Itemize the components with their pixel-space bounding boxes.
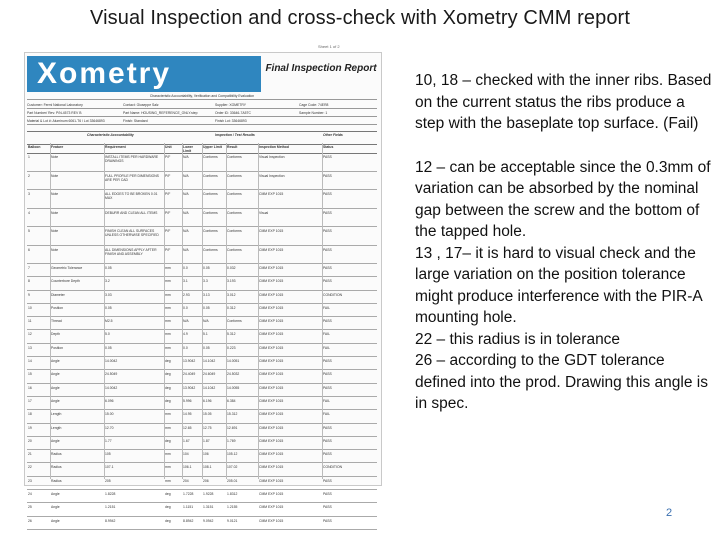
table-cell: 20 <box>28 438 32 443</box>
table-cell: 0.05 <box>203 345 210 350</box>
table-cell: 2 <box>28 173 30 178</box>
table-cell: Conforms <box>227 210 242 215</box>
table-cell: mm <box>165 266 171 270</box>
note-22: 22 – this radius is in tolerance <box>415 330 621 348</box>
xometry-logo <box>27 56 261 92</box>
table-cell: 0.312 <box>227 305 236 310</box>
divider <box>226 143 227 479</box>
table-cell: PASS <box>323 279 332 284</box>
table-cell: 3 <box>28 192 30 196</box>
table-cell: 0.032 <box>227 266 236 270</box>
table-cell: 107.02 <box>227 465 238 470</box>
table-cell: Note <box>51 173 59 178</box>
table-cell: 6.096 <box>105 398 114 403</box>
table-cell: PASS <box>323 372 332 377</box>
table-cell: 0.0 <box>183 266 188 270</box>
table-cell: 19 <box>28 425 32 430</box>
table-cell: 12.75 <box>203 425 212 430</box>
table-cell: mm <box>165 319 171 324</box>
section-right2-label: Other Fields <box>323 133 343 137</box>
table-cell: Conforms <box>203 229 218 233</box>
table-cell: 6 <box>28 247 30 252</box>
table-cell: mm <box>165 345 171 350</box>
table-cell: CMM EXP 1015 <box>259 292 284 297</box>
table-cell: Angle <box>51 385 60 390</box>
table-cell: Angle <box>51 398 60 403</box>
table-cell: 8.9942 <box>105 518 116 523</box>
table-cell: FAIL <box>323 305 330 310</box>
report-title: Final Inspection Report <box>265 63 377 74</box>
table-cell: Counterbore Depth <box>51 279 80 284</box>
table-cell: 108.1 <box>203 465 212 470</box>
table-cell: 206 <box>203 478 209 483</box>
table-cell: Angle <box>51 492 60 497</box>
table-cell: 105 <box>105 452 111 457</box>
table-cell: 3.3 <box>203 279 208 284</box>
table-cell: 6.384 <box>227 398 236 403</box>
table-cell: CMM EXP 1015 <box>259 192 284 196</box>
table-cell: N/A <box>183 173 189 178</box>
divider <box>104 143 105 479</box>
table-cell: CMM EXP 1015 <box>259 518 284 523</box>
table-cell: Note <box>51 247 59 252</box>
table-cell: mm <box>165 292 171 297</box>
table-cell: 14 <box>28 359 32 364</box>
table-cell: 9 <box>28 292 30 297</box>
col-method: Inspection Method <box>259 145 289 149</box>
table-cell: P/F <box>165 210 171 215</box>
table-cell: 14.1042 <box>203 385 216 390</box>
table-cell: CMM EXP 1015 <box>259 247 284 252</box>
table-cell: PASS <box>323 478 332 483</box>
table-cell: Angle <box>51 518 60 523</box>
table-cell: Note <box>51 192 59 196</box>
table-cell: 7 <box>28 266 30 270</box>
table-cell: 205 <box>105 478 111 483</box>
table-cell: 1.2151 <box>105 505 116 510</box>
table-cell: PASS <box>323 505 332 510</box>
table-cell: 106.1 <box>183 465 192 470</box>
table-cell: P/F <box>165 192 171 196</box>
table-cell: 1 <box>28 155 30 159</box>
table-cell: CMM EXP 1015 <box>259 505 284 510</box>
table-cell: Radius <box>51 465 62 470</box>
table-cell: 0.0 <box>183 305 188 310</box>
info-cell: Finish: Standard <box>123 119 148 123</box>
table-cell: PASS <box>323 266 332 270</box>
table-cell: Conforms <box>227 247 242 252</box>
table-cell: 4.9 <box>183 332 188 337</box>
table-cell: 24.5032 <box>227 372 240 377</box>
table-cell: Visual Inspection <box>259 173 285 178</box>
table-cell: 12.70 <box>105 425 114 430</box>
table-cell: 106 <box>203 452 209 457</box>
note-12: 12 – can be acceptable since the 0.3mm of variation can be absorbed by the nominal gap between the screw and the bottom of the tapped hole. <box>415 158 711 240</box>
inspection-report-scan <box>24 52 382 523</box>
table-cell: 1.3151 <box>203 505 214 510</box>
slide-title: Visual Inspection and cross-check with Xometry CMM report <box>90 7 630 29</box>
table-cell: 3.012 <box>227 292 236 297</box>
table-cell: Geometric Tolerance <box>51 266 83 270</box>
table-cell: 9.0942 <box>203 518 214 523</box>
table-cell: 12.65 <box>183 425 192 430</box>
table-cell: Angle <box>51 372 60 377</box>
table-cell: N/A <box>183 247 189 252</box>
table-cell: Diameter <box>51 292 65 297</box>
table-cell: 3.2 <box>105 279 110 284</box>
table-cell: FAIL <box>323 412 330 417</box>
divider <box>258 143 259 479</box>
col-status: Status <box>323 145 334 149</box>
table-cell: N/A <box>203 319 209 324</box>
table-cell: ALL DIMENSIONS APPLY AFTER FINISH AND ASSEMBLY <box>105 247 157 256</box>
report-subheader <box>27 94 377 100</box>
info-row <box>27 119 377 125</box>
table-cell: DEBURR AND CLEAN ALL ITEMS <box>105 210 158 215</box>
table-cell: CONDITION <box>323 465 343 470</box>
table-cell: 18 <box>28 412 32 417</box>
note-13-17: 13 , 17– it is hard to visual check and the large variation on the position tolerance might produce interference with the PIR-A mounting hole. <box>415 244 702 326</box>
table-cell: PASS <box>323 359 332 364</box>
table-cell: Angle <box>51 505 60 510</box>
table-cell: CMM EXP 1015 <box>259 319 284 324</box>
col-result: Result <box>227 145 238 149</box>
table-cell: Conforms <box>227 155 242 159</box>
table-cell: 14.95 <box>183 412 192 417</box>
table-cell: 0.05 <box>105 345 112 350</box>
table-cell: Conforms <box>227 173 242 178</box>
table-cell: CMM EXP 1015 <box>259 412 284 417</box>
table-cell: CMM EXP 1015 <box>259 398 284 403</box>
table-cell: 5 <box>28 229 30 233</box>
table-cell: P/F <box>165 229 171 233</box>
table-cell: 1.2155 <box>227 505 238 510</box>
table-cell: Visual <box>259 210 269 215</box>
info-cell <box>299 119 377 124</box>
table-cell: 3.193 <box>227 279 236 284</box>
table-cell: deg <box>165 372 171 377</box>
info-cell: Contact: Giuseppe Salz <box>123 103 159 107</box>
table-cell: 23 <box>28 478 32 483</box>
col-lower: Lower Limit <box>183 145 193 153</box>
table-cell: PASS <box>323 425 332 430</box>
report-page-tag: Sheet 1 of 2 <box>318 44 340 49</box>
table-cell: P/F <box>165 247 171 252</box>
divider <box>202 143 203 479</box>
table-cell: N/A <box>183 319 189 324</box>
table-cell: 0.05 <box>203 305 210 310</box>
table-cell: deg <box>165 518 171 523</box>
table-cell: FULL PROFILE PER DIMENSIONS ARE PER CAD <box>105 173 159 182</box>
info-cell: Cage Code: 74ER8 <box>299 103 329 107</box>
table-cell: 204 <box>183 478 189 483</box>
note-26: 26 – according to the GDT tolerance defined into the prod. Drawing this angle is in spec. <box>415 352 708 412</box>
table-cell: Conforms <box>203 192 218 196</box>
col-upper: Upper Limit <box>203 145 222 149</box>
table-cell: 11 <box>28 319 32 324</box>
info-cell: Customer: Fermi National Laboratory <box>27 103 83 107</box>
table-cell: 26 <box>28 518 32 523</box>
table-cell: FAIL <box>323 332 330 337</box>
table-cell: CMM EXP 1015 <box>259 465 284 470</box>
table-cell: N/A <box>183 229 189 233</box>
table-cell: PASS <box>323 438 332 443</box>
table-cell: 15 <box>28 372 32 377</box>
table-cell: 3.03 <box>105 292 112 297</box>
table-cell: deg <box>165 492 171 497</box>
info-cell: Finish Lot: 33646893 <box>215 119 247 123</box>
table-cell: 1.67 <box>183 438 190 443</box>
table-cell: deg <box>165 385 171 390</box>
table-cell: 104 <box>183 452 189 457</box>
table-cell: PASS <box>323 385 332 390</box>
table-cell: 8 <box>28 279 30 284</box>
table-cell: Radius <box>51 452 62 457</box>
table-row <box>27 517 377 530</box>
table-cell: 14.0051 <box>227 359 240 364</box>
table-cell: 17 <box>28 398 32 403</box>
table-cell: mm <box>165 412 171 417</box>
table-cell: CMM EXP 1015 <box>259 359 284 364</box>
table-cell: 15.05 <box>203 412 212 417</box>
info-cell: Order ID: 33646-7A5TC <box>215 111 251 115</box>
logo-text: Xometry <box>37 57 172 90</box>
table-cell: Conforms <box>203 247 218 252</box>
table-cell: CMM EXP 1015 <box>259 385 284 390</box>
table-cell: CMM EXP 1015 <box>259 345 284 350</box>
info-cell: Supplier: XOMETRY <box>215 103 247 107</box>
table-cell: Position <box>51 305 64 310</box>
table-cell: Conforms <box>203 155 218 159</box>
table-cell: 8.8942 <box>183 518 194 523</box>
table-cell: PASS <box>323 155 332 159</box>
table-cell: deg <box>165 398 171 403</box>
table-cell: 1.87 <box>203 438 210 443</box>
table-cell: deg <box>165 438 171 443</box>
table-cell: CMM EXP 1015 <box>259 425 284 430</box>
table-cell: 21 <box>28 452 32 457</box>
table-cell: 1.7228 <box>183 492 194 497</box>
table-cell: Note <box>51 155 59 159</box>
table-cell: 4 <box>28 210 30 215</box>
table-cell: 13.9042 <box>183 385 196 390</box>
table-cell: 12 <box>28 332 32 337</box>
section-right-label: Inspection / Test Results <box>215 133 255 137</box>
table-cell: 0.05 <box>105 305 112 310</box>
table-cell: Visual Inspection <box>259 155 285 159</box>
table-cell: Radius <box>51 478 62 483</box>
table-cell: PASS <box>323 173 332 178</box>
table-cell: 14.0042 <box>105 359 118 364</box>
table-cell: CMM EXP 1015 <box>259 332 284 337</box>
table-cell: 22 <box>28 465 32 470</box>
table-cell: Length <box>51 412 62 417</box>
table-cell: PASS <box>323 452 332 457</box>
table-cell: 0.0 <box>183 345 188 350</box>
table-cell: PASS <box>323 247 332 252</box>
table-cell: mm <box>165 465 171 470</box>
table-cell: PASS <box>323 210 332 215</box>
table-cell: CMM EXP 1015 <box>259 305 284 310</box>
info-row <box>27 111 377 117</box>
table-cell: 12.691 <box>227 425 238 430</box>
table-cell: Note <box>51 210 59 215</box>
table-cell: deg <box>165 359 171 364</box>
table-cell: 9.0121 <box>227 518 238 523</box>
table-cell: mm <box>165 478 171 483</box>
table-cell: mm <box>165 452 171 457</box>
table-cell: P/F <box>165 173 171 178</box>
table-cell: Conforms <box>203 173 218 178</box>
table-cell: Note <box>51 229 59 233</box>
table-cell: Thread <box>51 319 62 324</box>
divider <box>164 143 165 479</box>
table-cell: 24.5049 <box>105 372 118 377</box>
table-cell: 25 <box>28 505 32 510</box>
table-cell: CMM EXP 1015 <box>259 438 284 443</box>
table-cell: 3.1 <box>183 279 188 284</box>
table-cell: P/F <box>165 155 171 159</box>
table-cell: PASS <box>323 229 332 233</box>
table-cell: N/A <box>183 210 189 215</box>
table-cell: 16 <box>28 385 32 390</box>
table-cell: 5.0 <box>105 332 110 337</box>
table-cell: 6.196 <box>203 398 212 403</box>
section-left-label: Characteristic Accountability <box>87 133 134 137</box>
table-cell: CONDITION <box>323 292 343 297</box>
table-cell: 5.1 <box>203 332 208 337</box>
info-cell: Part Number/ Rev: P/N-4573 REV B <box>27 111 82 115</box>
table-cell: 10 <box>28 305 32 310</box>
table-cell: FAIL <box>323 345 330 350</box>
col-unit: Unit <box>165 145 172 149</box>
table-cell: M2.5 <box>105 319 113 324</box>
table-cell: CMM EXP 1015 <box>259 279 284 284</box>
table-cell: 14.0055 <box>227 385 240 390</box>
table-cell: Angle <box>51 359 60 364</box>
table-cell: 205.01 <box>227 478 238 483</box>
divider <box>50 143 51 479</box>
info-cell: Part Name: HOUSING_REFERENCE_ONLY.step <box>123 111 198 115</box>
table-cell: Length <box>51 425 62 430</box>
info-cell: Material & Lot #: Aluminum 6061-T6 / Lot 33646893 <box>27 119 105 123</box>
table-cell: 1.8228 <box>105 492 116 497</box>
table-cell: 13.9042 <box>183 359 196 364</box>
table-cell: Angle <box>51 438 60 443</box>
table-cell: PASS <box>323 518 332 523</box>
info-cell: Sample Number: 1 <box>299 111 328 115</box>
table-cell: 1.77 <box>105 438 112 443</box>
table-cell: mm <box>165 279 171 284</box>
table-cell: 24.6049 <box>203 372 216 377</box>
table-cell: PASS <box>323 192 332 196</box>
table-cell: mm <box>165 305 171 310</box>
table-cell: CMM EXP 1015 <box>259 229 284 233</box>
table-cell: 0.05 <box>203 266 210 270</box>
table-cell: 1.1151 <box>183 505 194 510</box>
table-cell: 0.05 <box>105 266 112 270</box>
table-cell: FAIL <box>323 398 330 403</box>
table-cell: 0.223 <box>227 345 236 350</box>
table-cell: Conforms <box>227 229 242 233</box>
table-cell: CMM EXP 1015 <box>259 478 284 483</box>
table-cell: N/A <box>183 192 189 196</box>
table-cell: PASS <box>323 492 332 497</box>
table-cell: 5.996 <box>183 398 192 403</box>
table-cell: 24 <box>28 492 32 497</box>
table-cell: 15.00 <box>105 412 114 417</box>
table-cell: CMM EXP 1015 <box>259 266 284 270</box>
table-cell: 13 <box>28 345 32 350</box>
table-cell: CMM EXP 1015 <box>259 492 284 497</box>
table-cell: FINISH CLEAN ALL SURFACES UNLESS OTHERWISE SPECIFIED <box>105 229 159 237</box>
report-subheader-text: Characteristic Accountability, Verification and Compatibility Evaluation <box>149 94 255 98</box>
table-cell: mm <box>165 425 171 430</box>
table-row <box>27 503 377 516</box>
table-cell: N/A <box>183 155 189 159</box>
table-cell: PASS <box>323 319 332 324</box>
table-cell: Position <box>51 345 64 350</box>
col-requirement: Requirement <box>105 145 126 149</box>
page-number: 2 <box>666 507 673 519</box>
note-10-18: 10, 18 – checked with the inner ribs. Based on the current status the ribs produce a step with the baseplate top surface. (Fail) <box>415 72 712 132</box>
table-cell: 15.312 <box>227 412 238 417</box>
table-cell: Conforms <box>227 319 242 324</box>
table-cell: CMM EXP 1015 <box>259 372 284 377</box>
table-cell: 1.8312 <box>227 492 238 497</box>
info-row <box>27 103 377 109</box>
table-cell: mm <box>165 332 171 337</box>
table-cell: deg <box>165 505 171 510</box>
table-cell: 2.93 <box>183 292 190 297</box>
col-balloon: Balloon <box>28 145 41 149</box>
table-cell: 14.1042 <box>203 359 216 364</box>
slide-notes <box>415 70 715 415</box>
table-cell: 3.13 <box>203 292 210 297</box>
table-cell: Conforms <box>203 210 218 215</box>
table-cell: CMM EXP 1015 <box>259 452 284 457</box>
col-feature: Feature <box>51 145 64 149</box>
table-cell: 14.0042 <box>105 385 118 390</box>
table-cell: 107.1 <box>105 465 114 470</box>
table-cell: 1.769 <box>227 438 236 443</box>
table-cell: 105.12 <box>227 452 238 457</box>
divider <box>322 143 323 479</box>
table-cell: ALL EDGES TO BE BROKEN 0.01 MAX <box>105 192 158 200</box>
table-cell: Conforms <box>227 192 242 196</box>
table-cell: Depth <box>51 332 61 337</box>
table-cell: 5.312 <box>227 332 236 337</box>
table-cell: 1.9228 <box>203 492 214 497</box>
table-cell: INSTALL ITEMS PER HARDWARE DRAWINGS <box>105 155 159 163</box>
divider <box>182 143 183 479</box>
table-row <box>27 490 377 503</box>
table-cell: 24.4049 <box>183 372 196 377</box>
